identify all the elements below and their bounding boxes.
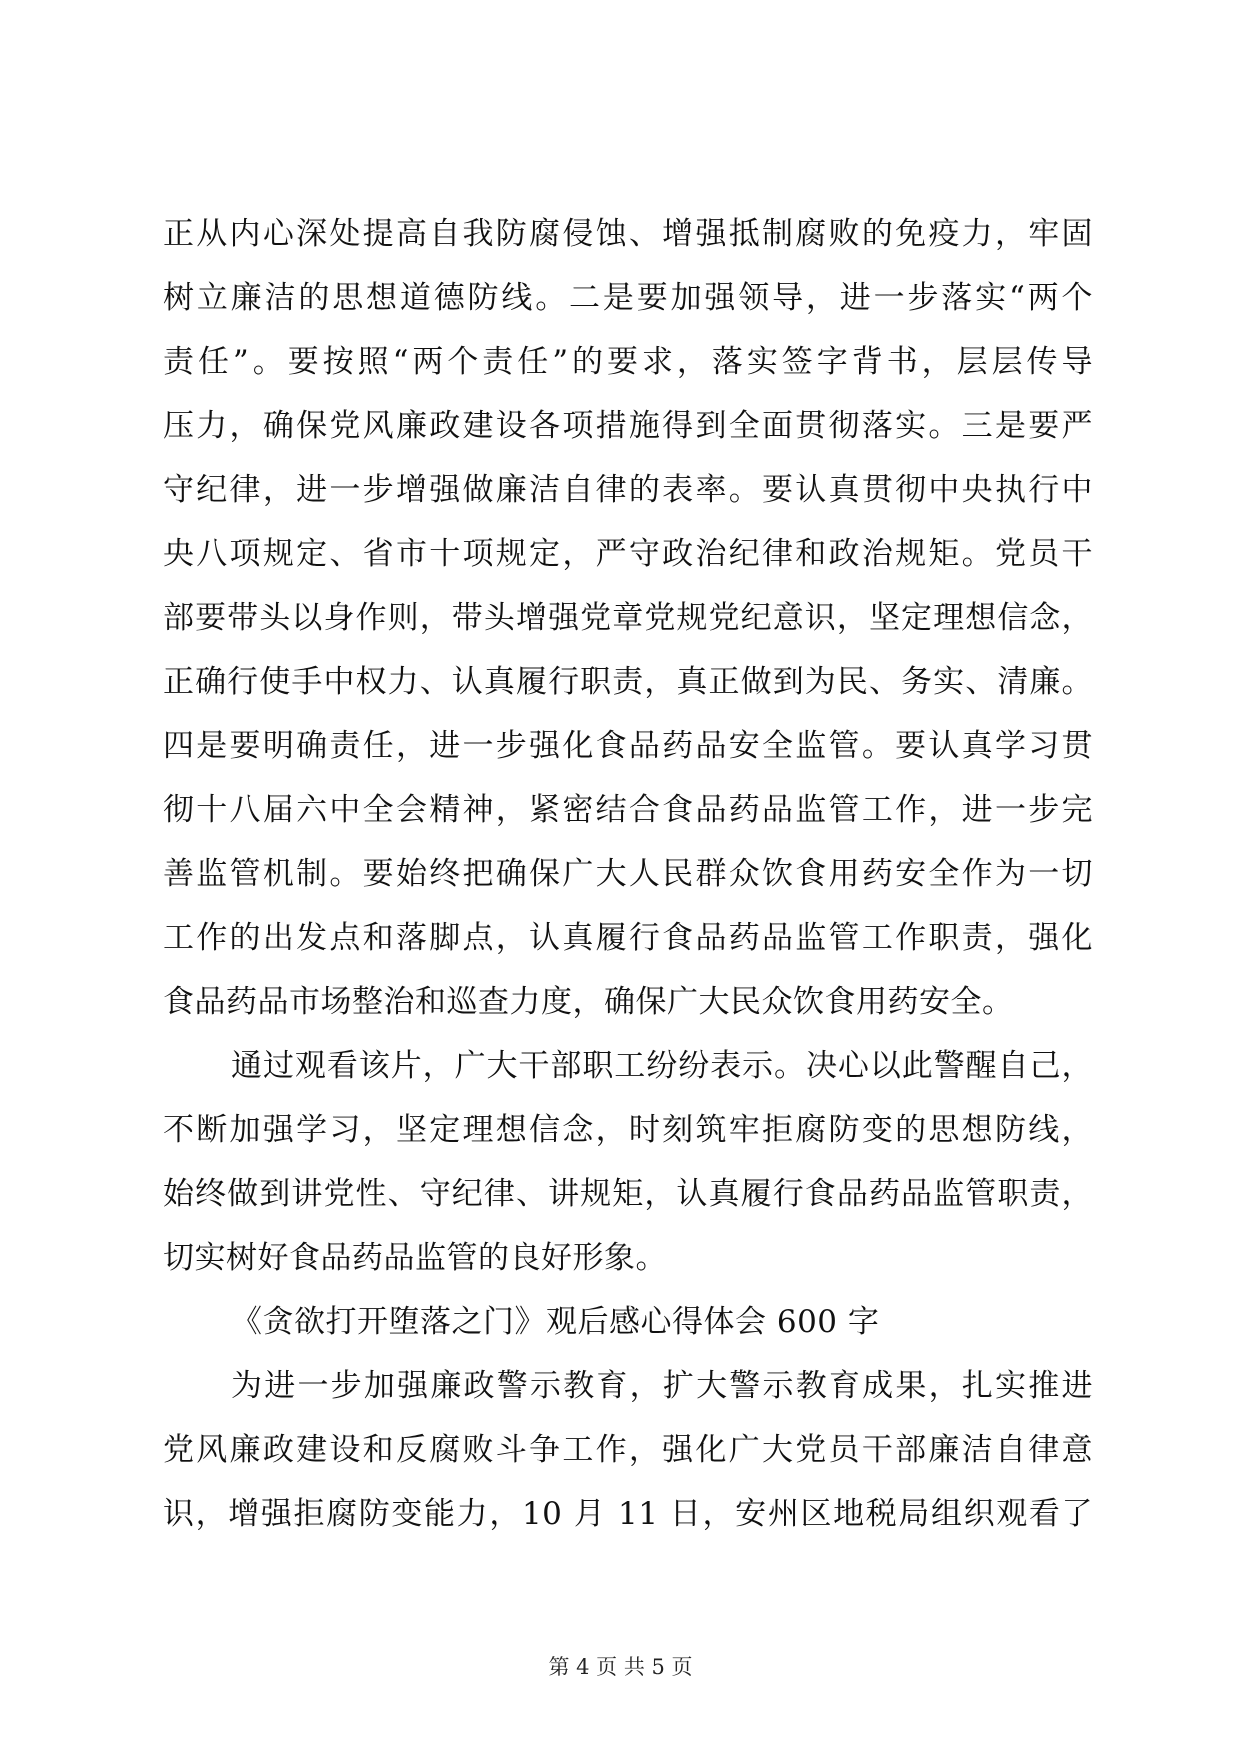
document-body (163, 202, 1093, 1546)
text-line: 四是要明确责任，进一步强化食品药品安全监管。要认真学习贯 (163, 728, 1093, 764)
text-line: 树立廉洁的思想道德防线。二是要加强领导，进一步落实“两个 (163, 280, 1093, 316)
paragraph-first-line: 为进一步加强廉政警示教育，扩大警示教育成果，扎实推进 (231, 1368, 1093, 1404)
text-line: 党风廉政建设和反腐败斗争工作，强化广大党员干部廉洁自律意 (163, 1432, 1093, 1468)
paragraph-first-line: 通过观看该片，广大干部职工纷纷表示。决心以此警醒自己， (231, 1048, 1093, 1084)
text-line: 正从内心深处提高自我防腐侵蚀、增强抵制腐败的免疫力，牢固 (163, 216, 1093, 252)
text-line: 压力，确保党风廉政建设各项措施得到全面贯彻落实。三是要严 (163, 408, 1093, 444)
text-line: 切实树好食品药品监管的良好形象。 (163, 1240, 667, 1276)
text-line: 识，增强拒腐防变能力，10 月 11 日，安州区地税局组织观看了 (163, 1496, 1093, 1532)
text-line: 责任”。要按照“两个责任”的要求，落实签字背书，层层传导 (163, 344, 1093, 380)
text-line: 央八项规定、省市十项规定，严守政治纪律和政治规矩。党员干 (163, 536, 1093, 572)
text-line: 不断加强学习，坚定理想信念，时刻筑牢拒腐防变的思想防线， (163, 1112, 1093, 1148)
text-line: 工作的出发点和落脚点，认真履行食品药品监管工作职责，强化 (163, 920, 1093, 956)
text-line: 善监管机制。要始终把确保广大人民群众饮食用药安全作为一切 (163, 856, 1093, 892)
text-line: 部要带头以身作则，带头增强党章党规党纪意识，坚定理想信念， (163, 600, 1093, 636)
text-line: 彻十八届六中全会精神，紧密结合食品药品监管工作，进一步完 (163, 792, 1093, 828)
section-title: 《贪欲打开堕落之门》观后感心得体会 600 字 (231, 1304, 880, 1340)
text-line: 正确行使手中权力、认真履行职责，真正做到为民、务实、清廉。 (163, 664, 1093, 700)
text-line: 守纪律，进一步增强做廉洁自律的表率。要认真贯彻中央执行中 (163, 472, 1093, 508)
text-line: 始终做到讲党性、守纪律、讲规矩，认真履行食品药品监管职责， (163, 1176, 1093, 1212)
page-number-footer: 第 4 页 共 5 页 (548, 1655, 693, 1679)
text-line: 食品药品市场整治和巡查力度，确保广大民众饮食用药安全。 (163, 984, 1014, 1020)
